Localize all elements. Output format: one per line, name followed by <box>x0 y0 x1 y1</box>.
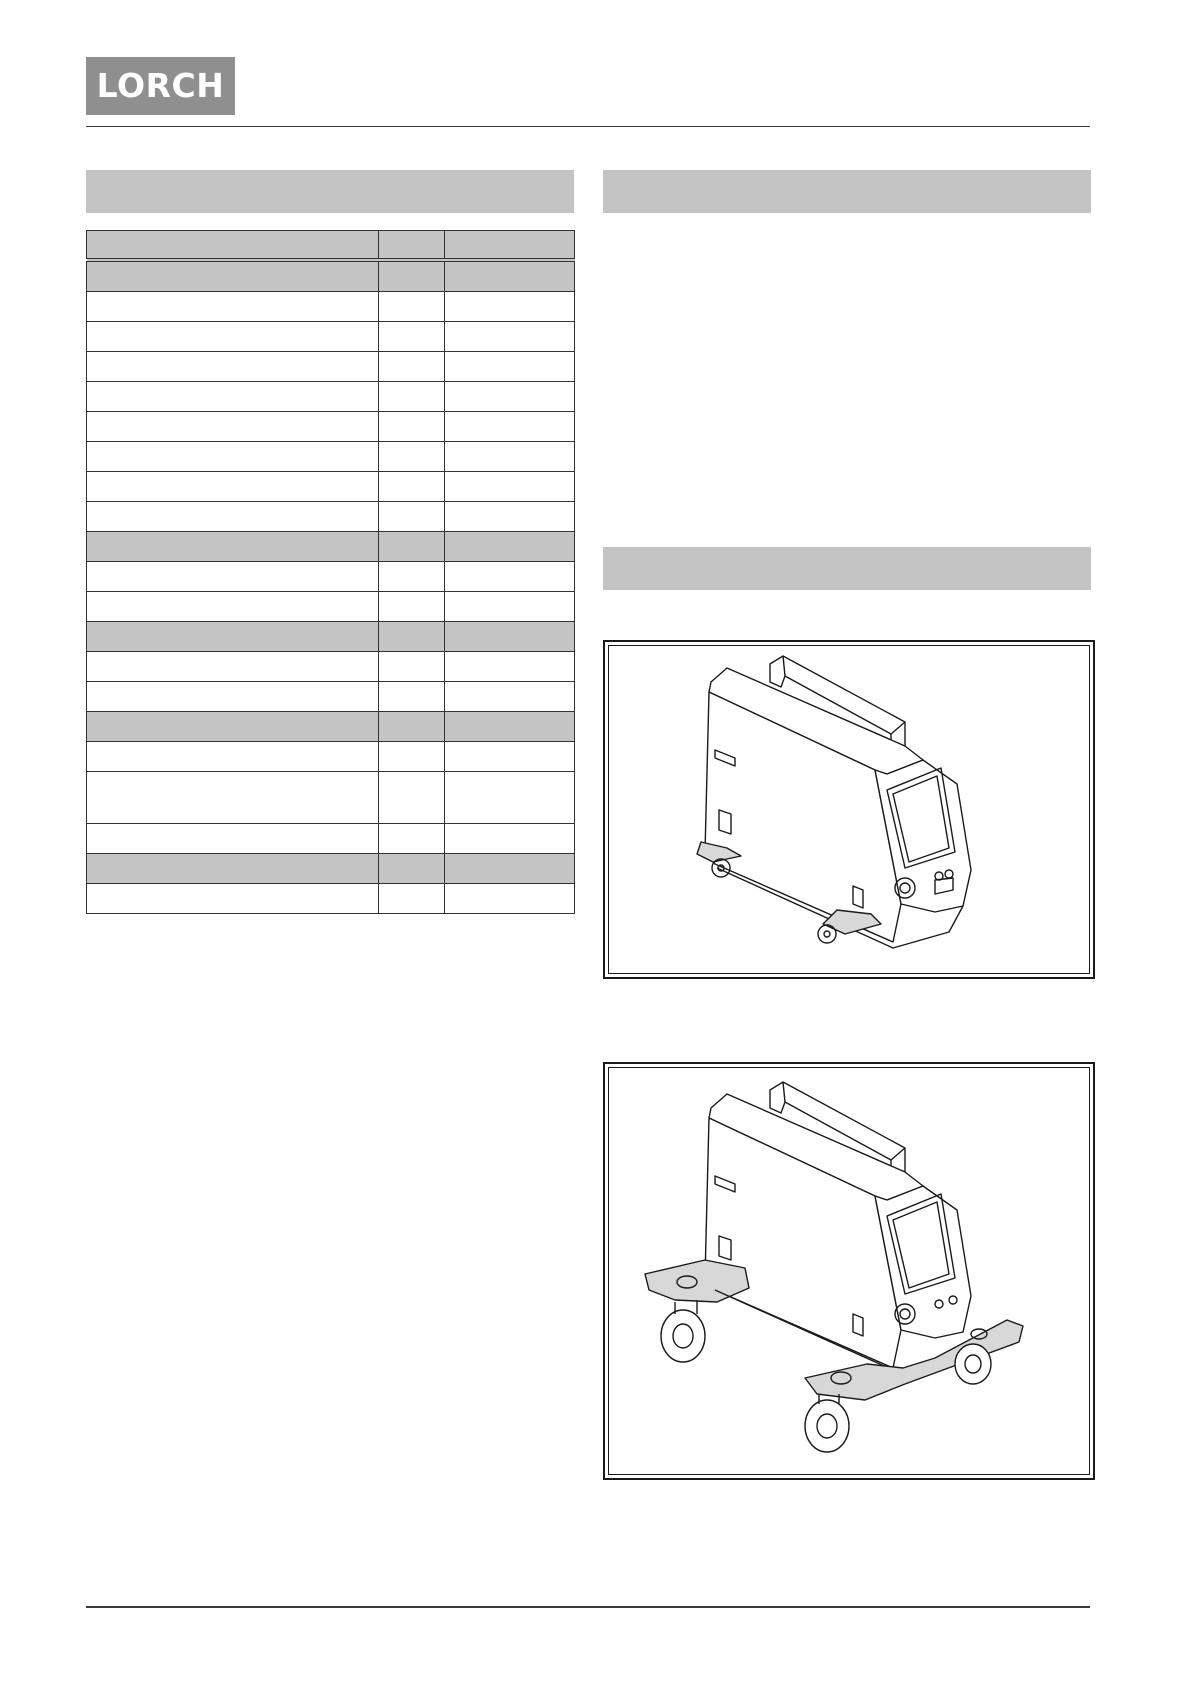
table-row <box>87 472 575 502</box>
figure-machine-trolley <box>603 1062 1095 1480</box>
table-cell <box>445 532 575 562</box>
table-cell <box>87 382 379 412</box>
table-row <box>87 742 575 772</box>
table-cell <box>87 352 379 382</box>
table-cell <box>445 772 575 824</box>
table-cell <box>87 322 379 352</box>
table-cell <box>87 260 379 292</box>
table-cell <box>379 592 445 622</box>
table-cell <box>379 824 445 854</box>
table-cell <box>379 352 445 382</box>
table-cell <box>445 292 575 322</box>
table-cell <box>445 854 575 884</box>
table-cell <box>445 884 575 914</box>
table-cell <box>379 622 445 652</box>
section-bar-right-middle <box>603 547 1091 590</box>
table-cell <box>445 382 575 412</box>
table-cell <box>87 854 379 884</box>
table-cell <box>87 884 379 914</box>
section-bar-technical-data <box>86 170 574 213</box>
table-row <box>87 772 575 824</box>
table-cell <box>445 260 575 292</box>
table-row <box>87 292 575 322</box>
table-cell <box>87 622 379 652</box>
table-row <box>87 442 575 472</box>
table-group-row <box>87 712 575 742</box>
table-cell <box>379 260 445 292</box>
table-cell <box>379 532 445 562</box>
table-row <box>87 652 575 682</box>
table-cell <box>379 562 445 592</box>
table-cell <box>445 352 575 382</box>
table-row <box>87 352 575 382</box>
table-cell <box>87 742 379 772</box>
table-cell <box>87 652 379 682</box>
table-cell <box>379 854 445 884</box>
section-bar-right-top <box>603 170 1091 213</box>
table-cell <box>87 772 379 824</box>
table-cell <box>445 472 575 502</box>
table-cell <box>87 562 379 592</box>
footer-rule <box>86 1606 1090 1608</box>
table-row <box>87 884 575 914</box>
table-cell <box>445 442 575 472</box>
table-row <box>87 562 575 592</box>
table-row <box>87 592 575 622</box>
table-cell <box>445 712 575 742</box>
table-cell <box>445 231 575 261</box>
table-cell <box>445 412 575 442</box>
table-cell <box>379 742 445 772</box>
table-group-row <box>87 622 575 652</box>
table-cell <box>87 712 379 742</box>
table-row <box>87 502 575 532</box>
table-cell <box>87 592 379 622</box>
table-cell <box>445 502 575 532</box>
table-cell <box>379 382 445 412</box>
table-row <box>87 824 575 854</box>
table-cell <box>87 502 379 532</box>
table-row <box>87 382 575 412</box>
table-header-row <box>87 231 575 261</box>
table-cell <box>445 322 575 352</box>
table-cell <box>87 292 379 322</box>
table-cell <box>379 472 445 502</box>
table-cell <box>87 231 379 261</box>
table-cell <box>445 682 575 712</box>
table-cell <box>445 622 575 652</box>
table-cell <box>445 824 575 854</box>
technical-data-table <box>86 230 574 914</box>
table-cell <box>87 412 379 442</box>
table-cell <box>379 292 445 322</box>
table-cell <box>445 742 575 772</box>
table-cell <box>445 562 575 592</box>
table-row <box>87 682 575 712</box>
table-cell <box>87 532 379 562</box>
table-cell <box>379 231 445 261</box>
table-group-row <box>87 260 575 292</box>
table-cell <box>379 682 445 712</box>
table-cell <box>379 772 445 824</box>
table-cell <box>379 652 445 682</box>
table-cell <box>379 322 445 352</box>
header-rule <box>86 126 1090 127</box>
table-group-row <box>87 532 575 562</box>
table-cell <box>379 412 445 442</box>
table-cell <box>87 442 379 472</box>
table-group-row <box>87 854 575 884</box>
table-cell <box>445 652 575 682</box>
table-row <box>87 412 575 442</box>
table-cell <box>87 824 379 854</box>
table-cell <box>379 442 445 472</box>
lorch-logo: LORCH <box>86 57 235 115</box>
table-cell <box>87 472 379 502</box>
table-cell <box>379 884 445 914</box>
table-cell <box>379 712 445 742</box>
table-cell <box>445 592 575 622</box>
figure-machine-castors <box>603 640 1095 979</box>
table-row <box>87 322 575 352</box>
table-cell <box>379 502 445 532</box>
table-cell <box>87 682 379 712</box>
